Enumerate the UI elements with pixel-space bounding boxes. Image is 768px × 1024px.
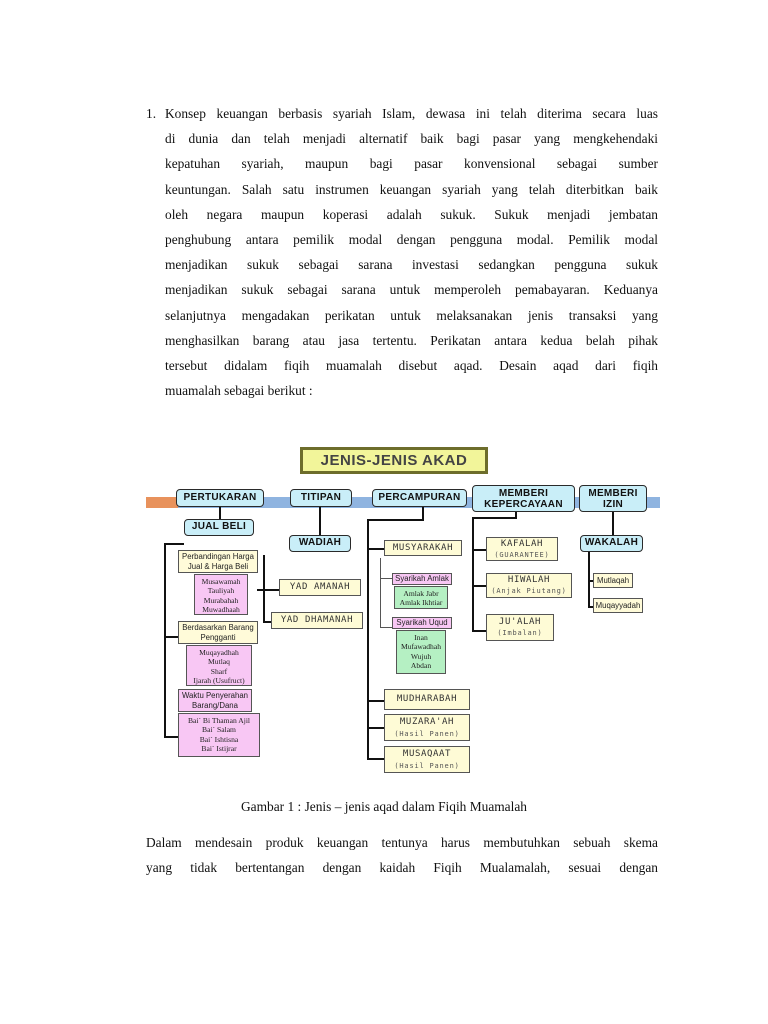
connector bbox=[380, 558, 381, 628]
text-line: Dalam mendesain produk keuangan tentunya harus membutuhkan sebuah skema bbox=[146, 835, 658, 850]
paragraph-continuation bbox=[146, 830, 658, 880]
syarikah-uqud-label: Syarikah Uqud bbox=[392, 617, 452, 629]
connector bbox=[367, 758, 385, 760]
group-items-waktu: Bai` Bi Thaman Ajil Bai` Salam Bai` Ishtisna Bai` Istijrar bbox=[178, 713, 260, 757]
category-titipan: TITIPAN bbox=[290, 489, 352, 507]
group-label-barang: Berdasarkan Barang Pengganti bbox=[178, 621, 258, 644]
text-line: menghasilkan barang atau jasa tertentu. Perikatan antara kedua belah pihak bbox=[165, 332, 658, 348]
header-band-left bbox=[146, 497, 178, 508]
paragraph-intro bbox=[165, 101, 658, 403]
connector bbox=[164, 543, 166, 737]
text-line: kepatuhan syariah, maupun bagi pasar konvensional sebagai sumber bbox=[165, 156, 658, 172]
category-memberi-izin: MEMBERI IZIN bbox=[579, 485, 647, 512]
mudharabah-box: MUDHARABAH bbox=[384, 689, 470, 710]
text-line: di dunia dan telah menjadi alternatif baik bagi pasar yang mengkehendaki bbox=[165, 131, 658, 147]
connector bbox=[612, 510, 614, 536]
category-memberi-kepercayaan: MEMBERI KEPERCAYAAN bbox=[472, 485, 575, 512]
connector bbox=[367, 727, 385, 729]
jualah-box: JU'ALAH (Imbalan) bbox=[486, 614, 554, 641]
connector bbox=[472, 517, 474, 631]
connector bbox=[319, 505, 321, 535]
text-line: penghubung antara pemilik modal dengan pengguna modal. Pemilik modal bbox=[165, 232, 658, 248]
text-line: keuntungan. Salah satu instrumen keuangan syariah yang telah diterbitkan baik bbox=[165, 181, 658, 197]
connector bbox=[367, 548, 385, 550]
kafalah-box: KAFALAH (GUARANTEE) bbox=[486, 537, 558, 561]
connector bbox=[380, 578, 392, 579]
group-items-harga: Musawamah Tauliyah Murabahah Muwadhaah bbox=[194, 574, 248, 615]
wadiah-box: WADIAH bbox=[289, 535, 351, 552]
wakalah-muqayyadah: Muqayyadah bbox=[593, 598, 643, 613]
text-line: menjadikan sukuk sebagai sarana untuk memperoleh pemabayaran. Keduanya bbox=[165, 282, 658, 298]
connector bbox=[257, 589, 279, 591]
text-line: menjadikan sukuk sebagai sarana investasi sedangkan pengguna sukuk bbox=[165, 257, 658, 273]
diagram-title: JENIS-JENIS AKAD bbox=[300, 447, 488, 474]
list-number: 1. bbox=[146, 106, 157, 121]
text-line: selanjutnya mengadakan perikatan untuk melaksanakan jenis transaksi yang bbox=[165, 307, 658, 323]
muzaraah-box: MUZARA'AH (Hasil Panen) bbox=[384, 714, 470, 741]
category-pertukaran: PERTUKARAN bbox=[176, 489, 264, 507]
connector bbox=[164, 736, 178, 738]
connector bbox=[472, 517, 517, 519]
text-line: tersebut didalam fiqih muamalah disebut aqad. Desain aqad dari fiqih bbox=[165, 358, 658, 374]
hiwalah-box: HIWALAH (Anjak Piutang) bbox=[486, 573, 572, 598]
text-line: muamalah sebagai berikut : bbox=[165, 383, 313, 399]
text-line: oleh negara maupun koperasi adalah sukuk. Sukuk menjadi jembatan bbox=[165, 206, 658, 222]
group-label-harga: Perbandingan Harga Jual & Harga Beli bbox=[178, 550, 258, 573]
syarikah-amlak-label: Syarikah Amlak bbox=[392, 573, 452, 585]
wakalah-box: WAKALAH bbox=[580, 535, 643, 552]
connector bbox=[164, 636, 178, 638]
text-line: Konsep keuangan berbasis syariah Islam, dewasa ini telah diterima secara luas bbox=[165, 106, 658, 121]
musyarakah-box: MUSYARAKAH bbox=[384, 540, 462, 556]
category-percampuran: PERCAMPURAN bbox=[372, 489, 467, 507]
amlak-items: Amlak Jabr Amlak Ikhtiar bbox=[394, 586, 448, 609]
musaqaat-box: MUSAQAAT (Hasil Panen) bbox=[384, 746, 470, 773]
connector bbox=[380, 627, 392, 628]
figure-caption: Gambar 1 : Jenis – jenis aqad dalam Fiqih Muamalah bbox=[241, 799, 527, 814]
connector bbox=[164, 543, 184, 545]
connector bbox=[367, 519, 423, 521]
wadiah-yad-amanah: YAD AMANAH bbox=[279, 579, 361, 596]
wakalah-mutlaqah: Mutlaqah bbox=[593, 573, 633, 588]
jual-beli-box: JUAL BELI bbox=[184, 519, 254, 536]
group-items-barang: Muqayadhah Mutlaq Sharf Ijarah (Usufruct) bbox=[186, 645, 252, 686]
text-line: yang tidak bertentangan dengan kaidah Fiqih Mualamalah, sesuai dengan bbox=[146, 860, 658, 876]
group-label-waktu: Waktu Penyerahan Barang/Dana bbox=[178, 689, 252, 712]
uqud-items: Inan Mufawadhah Wujuh Abdan bbox=[396, 630, 446, 674]
connector bbox=[367, 519, 369, 759]
wadiah-yad-dhamanah: YAD DHAMANAH bbox=[271, 612, 363, 629]
connector bbox=[367, 700, 385, 702]
